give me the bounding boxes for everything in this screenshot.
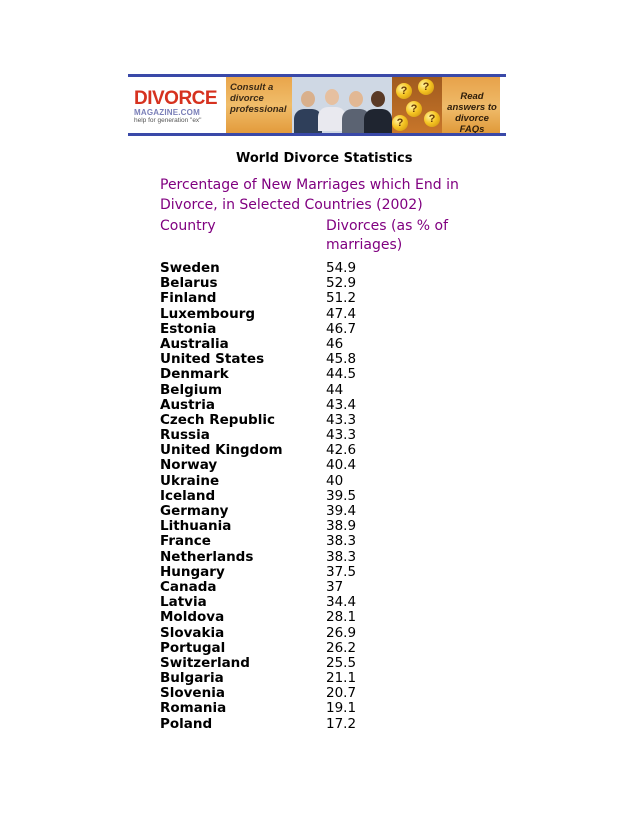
divorce-rate-cell: 37 xyxy=(326,578,344,595)
country-cell: Belgium xyxy=(160,381,223,398)
divorce-rate-cell: 47.4 xyxy=(326,305,357,322)
table-row xyxy=(160,595,500,610)
table-row xyxy=(160,717,500,732)
country-cell: Moldova xyxy=(160,609,225,626)
country-cell: Belarus xyxy=(160,275,218,292)
divorce-rate-cell: 42.6 xyxy=(326,442,357,459)
divorce-rate-cell: 40 xyxy=(326,472,344,489)
table-row xyxy=(160,565,500,580)
country-cell: Luxembourg xyxy=(160,305,256,322)
divorce-rate-cell: 25.5 xyxy=(326,654,357,671)
table-row xyxy=(160,458,500,473)
table-row xyxy=(160,352,500,367)
page-title: World Divorce Statistics xyxy=(236,151,413,166)
divorce-rate-cell: 46 xyxy=(326,335,344,352)
divorce-rate-cell: 39.4 xyxy=(326,503,357,519)
country-cell: Poland xyxy=(160,715,213,732)
country-cell: Lithuania xyxy=(160,518,232,535)
divorce-rate-cell: 21.1 xyxy=(326,670,357,687)
table-row xyxy=(160,610,500,625)
country-cell: Czech Republic xyxy=(160,411,275,428)
divorce-rate-cell: 28.1 xyxy=(326,609,357,626)
country-cell: Switzerland xyxy=(160,654,250,671)
divorce-rate-cell: 26.9 xyxy=(326,624,357,641)
divorce-rate-cell: 19.1 xyxy=(326,700,357,717)
consult-panel[interactable] xyxy=(226,77,292,133)
country-cell: Denmark xyxy=(160,366,229,383)
divorce-rate-cell: 54.9 xyxy=(326,260,357,276)
table-row xyxy=(160,686,500,701)
divorce-rate-cell: 43.3 xyxy=(326,411,357,428)
table-row xyxy=(160,337,500,352)
country-cell: Netherlands xyxy=(160,548,254,565)
table-row xyxy=(160,276,500,291)
table-row xyxy=(160,641,500,656)
country-cell: Bulgaria xyxy=(160,670,224,687)
divorce-rate-cell: 34.4 xyxy=(326,594,357,611)
divorce-rate-cell: 37.5 xyxy=(326,563,357,580)
consult-text: Consult a divorce professional xyxy=(230,82,287,115)
country-cell: Ukraine xyxy=(160,472,220,489)
country-cell: France xyxy=(160,533,211,550)
table-row xyxy=(160,656,500,671)
divorce-rate-cell: 44 xyxy=(326,381,344,398)
table-row xyxy=(160,701,500,716)
logo-tagline: help for generation "ex" xyxy=(134,117,202,124)
table-row xyxy=(160,580,500,595)
faq-text: Read answers to divorce FAQs xyxy=(447,91,497,135)
table-row xyxy=(160,367,500,382)
column-header-country: Country xyxy=(160,218,216,234)
question-marks-graphic xyxy=(392,77,442,133)
question-mark-icon: ? xyxy=(392,115,408,131)
country-cell: Iceland xyxy=(160,487,216,504)
country-cell: Russia xyxy=(160,427,210,444)
table-row xyxy=(160,474,500,489)
table-row xyxy=(160,322,500,337)
question-mark-icon: ? xyxy=(424,111,440,127)
divorce-rate-cell: 38.3 xyxy=(326,533,357,550)
divorce-rate-cell: 38.9 xyxy=(326,518,357,535)
table-row xyxy=(160,428,500,443)
ad-banner[interactable] xyxy=(128,74,506,136)
country-cell: Finland xyxy=(160,290,217,307)
table-row xyxy=(160,398,500,413)
person-icon xyxy=(364,91,392,133)
divorce-rate-cell: 51.2 xyxy=(326,290,357,307)
divorce-rate-cell: 45.8 xyxy=(326,351,357,368)
divorce-rate-cell: 43.4 xyxy=(326,396,357,413)
country-cell: Germany xyxy=(160,503,229,519)
logo-sub: MAGAZINE.COM xyxy=(134,108,200,117)
divorce-statistics-table xyxy=(160,261,500,732)
divorce-rate-cell: 46.7 xyxy=(326,320,357,337)
country-cell: Portugal xyxy=(160,639,226,656)
divorce-rate-cell: 39.5 xyxy=(326,487,357,504)
country-cell: Hungary xyxy=(160,563,225,580)
table-row xyxy=(160,550,500,565)
divorce-magazine-logo[interactable] xyxy=(134,89,226,123)
country-cell: Slovakia xyxy=(160,624,225,641)
logo-word: DIVORCE xyxy=(134,88,218,109)
divorce-rate-cell: 26.2 xyxy=(326,639,357,656)
country-cell: Australia xyxy=(160,335,229,352)
professionals-photo xyxy=(292,77,392,133)
table-row xyxy=(160,626,500,641)
question-mark-icon: ? xyxy=(406,101,422,117)
table-row xyxy=(160,413,500,428)
table-row xyxy=(160,291,500,306)
table-subtitle: Percentage of New Marriages which End in Divorce, in Selected Countries (2002) xyxy=(160,177,459,213)
country-cell: Slovenia xyxy=(160,685,225,702)
country-cell: Romania xyxy=(160,700,227,717)
divorce-rate-cell: 38.3 xyxy=(326,548,357,565)
table-row xyxy=(160,443,500,458)
table-row xyxy=(160,671,500,686)
table-row xyxy=(160,504,500,519)
table-row xyxy=(160,534,500,549)
country-cell: Austria xyxy=(160,396,215,413)
table-row xyxy=(160,489,500,504)
country-cell: Canada xyxy=(160,578,217,595)
country-cell: Latvia xyxy=(160,594,207,611)
faq-panel[interactable] xyxy=(442,77,500,133)
country-cell: Estonia xyxy=(160,320,217,337)
country-cell: Sweden xyxy=(160,260,220,276)
table-row xyxy=(160,519,500,534)
divorce-rate-cell: 44.5 xyxy=(326,366,357,383)
column-header-divorces: Divorces (as % of marriages) xyxy=(326,218,449,253)
table-row xyxy=(160,383,500,398)
divorce-rate-cell: 20.7 xyxy=(326,685,357,702)
table-row xyxy=(160,307,500,322)
divorce-rate-cell: 40.4 xyxy=(326,457,357,474)
divorce-rate-cell: 43.3 xyxy=(326,427,357,444)
divorce-rate-cell: 52.9 xyxy=(326,275,357,292)
question-mark-icon: ? xyxy=(396,83,412,99)
question-mark-icon: ? xyxy=(418,79,434,95)
divorce-rate-cell: 17.2 xyxy=(326,715,357,732)
country-cell: Norway xyxy=(160,457,218,474)
country-cell: United States xyxy=(160,351,265,368)
table-row xyxy=(160,261,500,276)
country-cell: United Kingdom xyxy=(160,442,283,459)
